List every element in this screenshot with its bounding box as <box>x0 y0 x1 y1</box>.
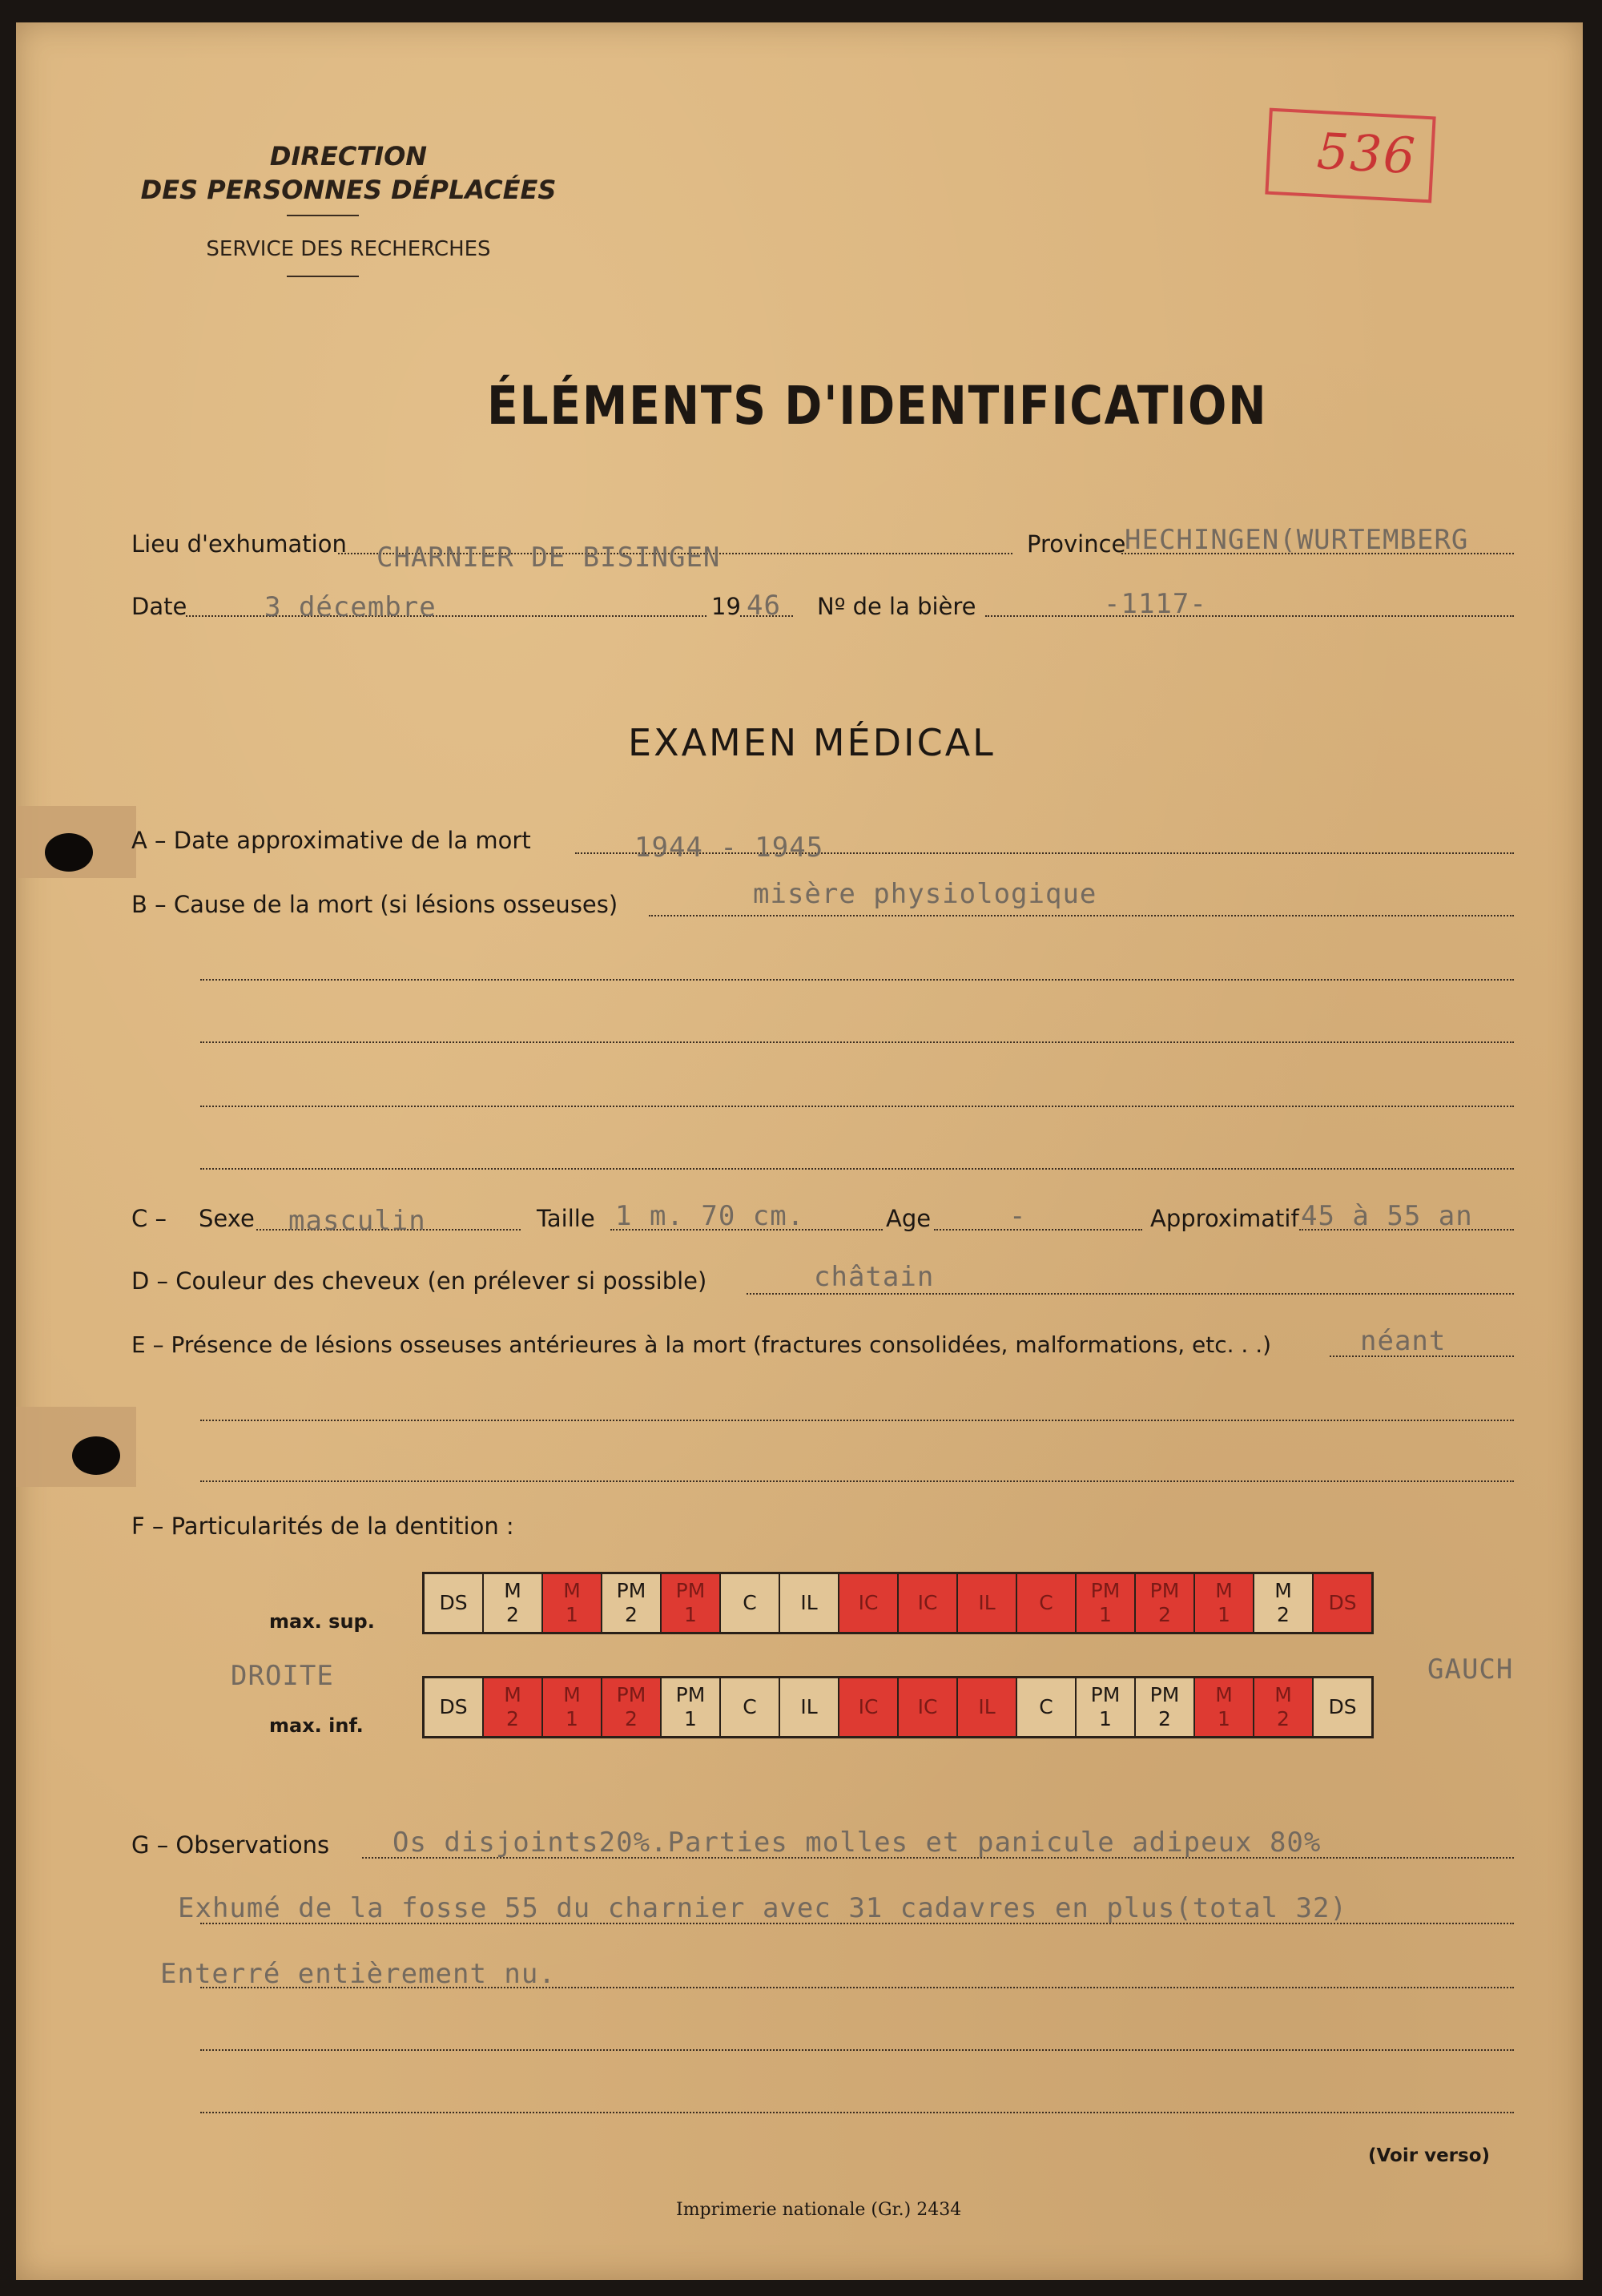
lower-tooth-14 <box>1195 1678 1254 1736</box>
upper-tooth-5 <box>662 1574 721 1632</box>
obs-line-2: Exhumé de la fosse 55 du charnier avec 31 cadavres en plus(total 32) <box>178 1892 1347 1924</box>
tooth-code: IC <box>858 1591 879 1614</box>
lower-tooth-15 <box>1254 1678 1314 1736</box>
field-b-line-2 <box>200 979 1514 981</box>
tooth-code: IC <box>917 1591 938 1614</box>
biere-value: -1117- <box>1104 588 1207 620</box>
date-label: Date <box>131 593 187 620</box>
tooth-number: 2 <box>506 1707 519 1730</box>
tooth-number: 2 <box>625 1707 638 1730</box>
biere-dots <box>985 615 1514 617</box>
punch-hole-top <box>45 833 93 872</box>
date-value: 3 décembre <box>264 591 437 623</box>
lower-tooth-10 <box>958 1678 1017 1736</box>
tooth-code: M <box>504 1683 521 1706</box>
tooth-number: 2 <box>1277 1707 1290 1730</box>
tooth-code: M <box>1215 1683 1233 1706</box>
tooth-code: C <box>743 1591 757 1614</box>
upper-tooth-15 <box>1254 1574 1314 1632</box>
biere-label: Nº de la bière <box>817 593 976 620</box>
lower-tooth-8 <box>839 1678 899 1736</box>
field-b-value: misère physiologique <box>753 878 1097 910</box>
field-e-line-3 <box>200 1480 1514 1482</box>
field-e-line-2 <box>200 1420 1514 1421</box>
field-d-dots <box>747 1293 1514 1295</box>
sexe-label: Sexe <box>199 1205 255 1232</box>
age-label: Age <box>886 1205 932 1232</box>
approx-label: Approximatif <box>1150 1205 1299 1232</box>
tooth-number: 1 <box>684 1603 697 1626</box>
upper-tooth-3 <box>543 1574 602 1632</box>
header-direction: DIRECTION <box>269 141 428 171</box>
field-b-line-4 <box>200 1106 1514 1107</box>
tooth-number: 1 <box>684 1707 697 1730</box>
tooth-code: IL <box>978 1695 996 1718</box>
tooth-code: DS <box>439 1695 468 1718</box>
section-title: EXAMEN MÉDICAL <box>628 721 996 764</box>
tooth-number: 1 <box>566 1707 578 1730</box>
field-b-label: B – Cause de la mort (si lésions osseuses) <box>131 891 618 918</box>
obs-dots-4 <box>200 2049 1514 2051</box>
age-value: - <box>1009 1200 1027 1232</box>
form-sheet <box>16 22 1583 2280</box>
tooth-code: PM <box>1090 1683 1121 1706</box>
tooth-number: 1 <box>1218 1707 1230 1730</box>
tooth-number: 1 <box>1099 1707 1112 1730</box>
upper-tooth-8 <box>839 1574 899 1632</box>
imprimerie-line: Imprimerie nationale (Gr.) 2434 <box>676 2200 962 2220</box>
tooth-number: 2 <box>1158 1707 1171 1730</box>
stamp-number: 536 <box>1315 121 1419 186</box>
tooth-code: IC <box>858 1695 879 1718</box>
tooth-code: C <box>743 1695 757 1718</box>
punch-hole-bottom <box>72 1436 120 1475</box>
upper-tooth-12 <box>1077 1574 1136 1632</box>
tooth-code: M <box>504 1579 521 1602</box>
upper-tooth-9 <box>899 1574 958 1632</box>
max-sup-label: max. sup. <box>269 1610 375 1633</box>
voir-verso: (Voir verso) <box>1368 2145 1491 2166</box>
tooth-code: DS <box>439 1591 468 1614</box>
tooth-code: IL <box>800 1695 818 1718</box>
lower-tooth-12 <box>1077 1678 1136 1736</box>
tooth-number: 2 <box>1158 1603 1171 1626</box>
tooth-number: 2 <box>1277 1603 1290 1626</box>
field-g-label: G – Observations <box>131 1831 330 1859</box>
obs-dots-5 <box>200 2112 1514 2113</box>
tooth-code: IC <box>917 1695 938 1718</box>
field-a-value: 1944 - 1945 <box>634 832 824 864</box>
field-d-label: D – Couleur des cheveux (en prélever si possible) <box>131 1267 707 1295</box>
lower-tooth-13 <box>1136 1678 1195 1736</box>
upper-tooth-1 <box>425 1574 484 1632</box>
tooth-number: 1 <box>1099 1603 1112 1626</box>
tooth-code: C <box>1039 1695 1053 1718</box>
upper-tooth-2 <box>484 1574 543 1632</box>
field-c-prefix: C – <box>131 1205 167 1232</box>
tooth-code: M <box>1274 1579 1292 1602</box>
lower-tooth-11 <box>1017 1678 1077 1736</box>
tooth-code: M <box>563 1683 581 1706</box>
lower-tooth-7 <box>780 1678 839 1736</box>
lower-tooth-2 <box>484 1678 543 1736</box>
side-droite: DROITE <box>231 1660 334 1692</box>
lieu-value: CHARNIER DE BISINGEN <box>376 542 721 574</box>
lower-tooth-6 <box>721 1678 780 1736</box>
tooth-code: M <box>563 1579 581 1602</box>
side-gauche: GAUCH <box>1427 1654 1514 1686</box>
lower-tooth-1 <box>425 1678 484 1736</box>
lower-tooth-16 <box>1314 1678 1371 1736</box>
approx-value: 45 à 55 an <box>1301 1200 1473 1232</box>
tooth-code: PM <box>616 1683 646 1706</box>
upper-tooth-6 <box>721 1574 780 1632</box>
lower-tooth-3 <box>543 1678 602 1736</box>
upper-tooth-7 <box>780 1574 839 1632</box>
tooth-code: PM <box>1090 1579 1121 1602</box>
header-rule-2 <box>287 276 359 277</box>
upper-tooth-16 <box>1314 1574 1371 1632</box>
field-a-label: A – Date approximative de la mort <box>131 827 531 854</box>
taille-value: 1 m. 70 cm. <box>615 1200 805 1232</box>
lieu-label: Lieu d'exhumation <box>131 530 347 558</box>
taille-label: Taille <box>537 1205 595 1232</box>
tooth-code: PM <box>675 1683 706 1706</box>
upper-teeth-chart <box>422 1572 1374 1634</box>
header-rule-1 <box>287 215 359 216</box>
lower-tooth-5 <box>662 1678 721 1736</box>
province-value: HECHINGEN(WURTEMBERG <box>1125 524 1469 556</box>
tooth-code: IL <box>978 1591 996 1614</box>
field-b-line-3 <box>200 1041 1514 1043</box>
upper-tooth-4 <box>602 1574 662 1632</box>
tooth-number: 1 <box>566 1603 578 1626</box>
tooth-code: DS <box>1328 1695 1357 1718</box>
field-e-label: E – Présence de lésions osseuses antérieures à la mort (fractures consolidées, malformations, etc. . .) <box>131 1331 1272 1358</box>
lower-teeth-chart <box>422 1676 1374 1738</box>
obs-line-3: Enterré entièrement nu. <box>160 1958 556 1990</box>
lower-tooth-9 <box>899 1678 958 1736</box>
tooth-code: DS <box>1328 1591 1357 1614</box>
tooth-number: 2 <box>506 1603 519 1626</box>
year-value: 46 <box>747 590 781 622</box>
field-f-label: F – Particularités de la dentition : <box>131 1513 514 1540</box>
tooth-code: IL <box>800 1591 818 1614</box>
header-personnes: DES PERSONNES DÉPLACÉES <box>140 175 557 205</box>
file-number-stamp <box>1265 108 1435 203</box>
tooth-number: 2 <box>625 1603 638 1626</box>
sexe-value: masculin <box>288 1205 426 1237</box>
field-e-value: néant <box>1360 1325 1447 1357</box>
obs-line-1: Os disjoints20%.Parties molles et panicule adipeux 80% <box>392 1827 1322 1859</box>
tooth-code: PM <box>1149 1683 1180 1706</box>
tooth-code: C <box>1039 1591 1053 1614</box>
field-b-line-5 <box>200 1168 1514 1170</box>
upper-tooth-14 <box>1195 1574 1254 1632</box>
tooth-code: PM <box>616 1579 646 1602</box>
field-d-value: châtain <box>814 1261 935 1293</box>
header-service: SERVICE DES RECHERCHES <box>206 237 491 261</box>
lower-tooth-4 <box>602 1678 662 1736</box>
province-label: Province <box>1027 530 1126 558</box>
tooth-code: PM <box>1149 1579 1180 1602</box>
page-title: ÉLÉMENTS D'IDENTIFICATION <box>487 375 1268 437</box>
year-prefix: 19 <box>711 593 741 620</box>
age-dots <box>934 1229 1142 1231</box>
tooth-code: M <box>1274 1683 1292 1706</box>
tooth-code: M <box>1215 1579 1233 1602</box>
field-b-dots <box>649 915 1514 916</box>
tooth-number: 1 <box>1218 1603 1230 1626</box>
upper-tooth-10 <box>958 1574 1017 1632</box>
upper-tooth-11 <box>1017 1574 1077 1632</box>
max-inf-label: max. inf. <box>269 1714 364 1737</box>
tooth-code: PM <box>675 1579 706 1602</box>
upper-tooth-13 <box>1136 1574 1195 1632</box>
